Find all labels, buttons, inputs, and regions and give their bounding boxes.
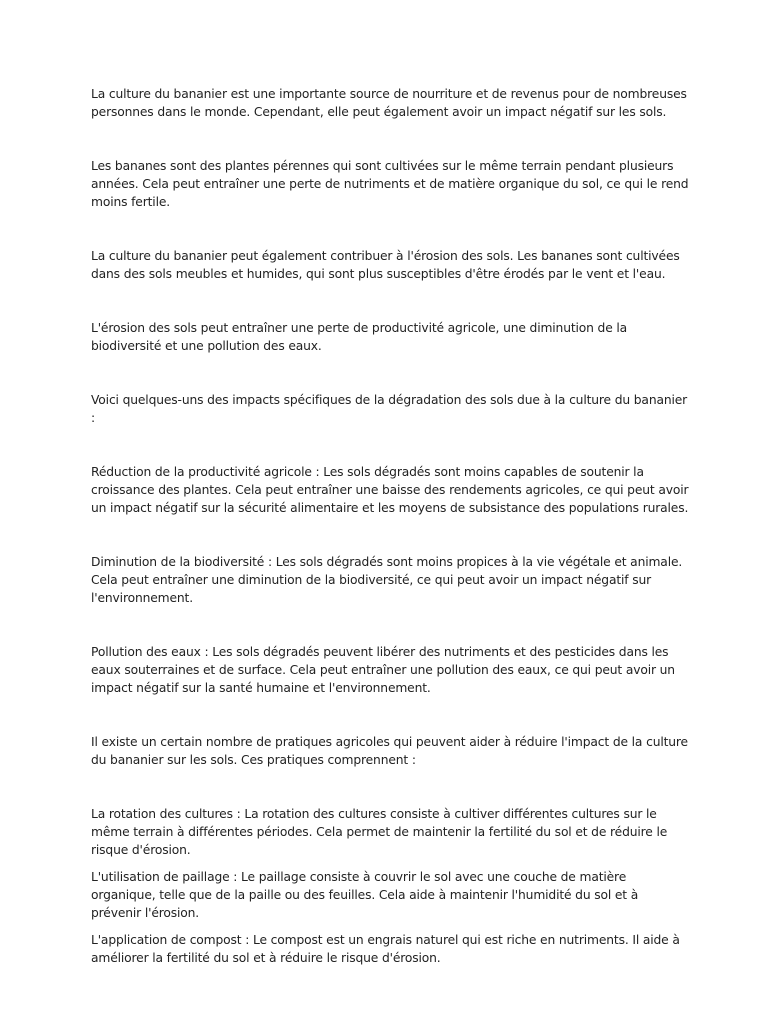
paragraph-impacts-intro: Voici quelques-uns des impacts spécifiques de la dégradation des sols due à la culture du bananier : [91, 393, 688, 425]
paragraph-impact-productivity: Réduction de la productivité agricole : Les sols dégradés sont moins capables de soutenir la croissance des plantes. Cela peut entraîner une baisse des rendements agricoles, ce qui peut avoir un impact négatif sur la sécurité alimentaire et les moyens de subsistance des populations rurales. [91, 465, 689, 515]
paragraph-perennial-plants: Les bananes sont des plantes pérennes qui sont cultivées sur le même terrain pendant plusieurs années. Cela peut entraîner une perte de nutriments et de matière organique du sol, ce qui le rend moins fertile. [91, 159, 689, 209]
paragraph-impact-biodiversity: Diminution de la biodiversité : Les sols dégradés sont moins propices à la vie végétale et animale. Cela peut entraîner une diminution de la biodiversité, ce qui peut avoir un impact négatif sur l'environnement. [91, 555, 683, 605]
paragraph-practice-mulching: L'utilisation de paillage : Le paillage consiste à couvrir le sol avec une couche de matière organique, telle que de la paille ou des feuilles. Cela aide à maintenir l'humidité du sol et à prévenir l'érosion. [91, 870, 639, 920]
paragraph-practice-compost: L'application de compost : Le compost est un engrais naturel qui est riche en nutriments. Il aide à améliorer la fertilité du sol et à réduire le risque d'érosion. [91, 933, 680, 965]
paragraph-impact-water: Pollution des eaux : Les sols dégradés peuvent libérer des nutriments et des pesticides dans les eaux souterraines et de surface. Cela peut entraîner une pollution des eaux, ce qui peut avoir un impact négatif sur la santé humaine et l'environnement. [91, 645, 675, 695]
paragraph-practice-rotation: La rotation des cultures : La rotation des cultures consiste à cultiver différentes cultures sur le même terrain à différentes périodes. Cela permet de maintenir la fertilité du sol et de réduire le risque d'érosion. [91, 807, 668, 857]
document-body [91, 85, 691, 967]
paragraph-practices-intro: Il existe un certain nombre de pratiques agricoles qui peuvent aider à réduire l'impact de la culture du bananier sur les sols. Ces pratiques comprennent : [91, 735, 688, 767]
paragraph-soil-erosion: La culture du bananier peut également contribuer à l'érosion des sols. Les bananes sont cultivées dans des sols meubles et humides, qui sont plus susceptibles d'être érodés par le vent et l'eau. [91, 249, 680, 281]
paragraph-intro: La culture du bananier est une importante source de nourriture et de revenus pour de nombreuses personnes dans le monde. Cependant, elle peut également avoir un impact négatif sur les sols. [91, 87, 687, 119]
paragraph-erosion-consequences: L'érosion des sols peut entraîner une perte de productivité agricole, une diminution de la biodiversité et une pollution des eaux. [91, 321, 628, 353]
